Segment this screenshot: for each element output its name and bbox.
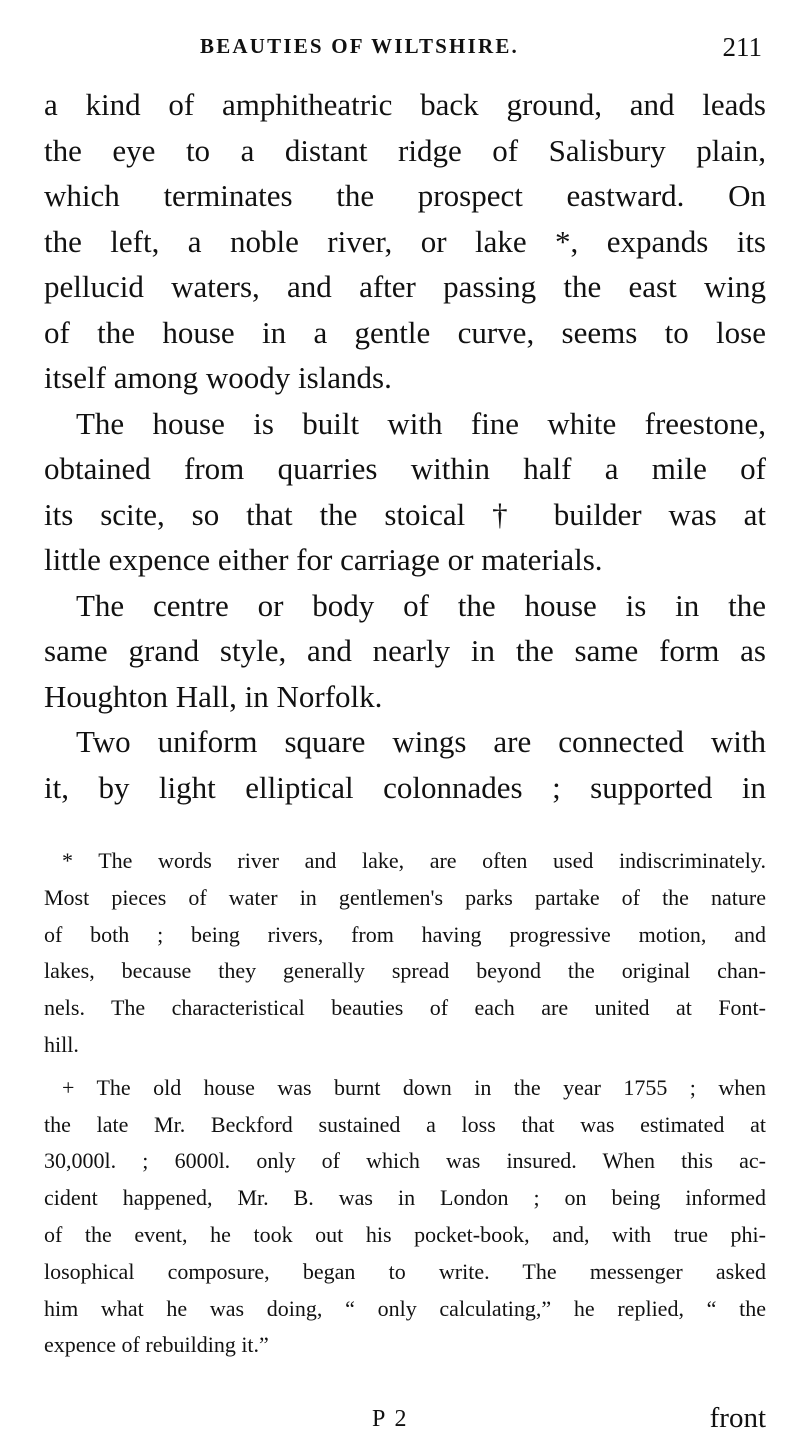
- footnote-line: losophical composure, began to write. The messenger asked: [44, 1258, 766, 1284]
- footnote-line: Most pieces of water in gentlemen's parks partake of the nature: [44, 884, 766, 910]
- footnote-line: * The words river and lake, are often used indiscriminately.: [62, 848, 766, 873]
- text-line: obtained from quarries within half a mile of: [44, 451, 766, 486]
- text-line: which terminates the prospect eastward. On: [44, 178, 766, 213]
- footnote-line: cident happened, Mr. B. was in London ; on being informed: [44, 1185, 766, 1211]
- text-line: The centre or body of the house is in the: [76, 587, 766, 623]
- signature-mark: P 2: [372, 1406, 409, 1432]
- text-line: pellucid waters, and after passing the east wing: [44, 269, 766, 304]
- text-line: itself among woody islands.: [44, 360, 392, 395]
- text-line: Two uniform square wings are connected with: [76, 724, 766, 759]
- main-text: [44, 82, 766, 810]
- paragraph: [44, 719, 766, 810]
- text-line: little expence either for carriage or materials.: [44, 542, 603, 577]
- text-line: The house is built with fine white freestone,: [76, 405, 766, 441]
- paragraph: [44, 583, 766, 720]
- footnote-line: him what he was doing, “ only calculating,” he replied, “ the: [44, 1295, 766, 1321]
- page-number: 211: [722, 32, 762, 62]
- text-line: it, by light elliptical colonnades ; supported in: [44, 769, 766, 805]
- text-line: its scite, so that the stoical † builder was at: [44, 496, 766, 532]
- footnote-line: lakes, because they generally spread beyond the original chan-: [44, 958, 766, 984]
- catchword: front: [709, 1402, 766, 1434]
- text-line: the eye to a distant ridge of Salisbury plain,: [44, 132, 766, 168]
- text-line: same grand style, and nearly in the same form as: [44, 633, 766, 668]
- footnote-line: hill.: [44, 1031, 79, 1057]
- text-line: Houghton Hall, in Norfolk.: [44, 678, 383, 714]
- footnote-line: the late Mr. Beckford sustained a loss that was estimated at: [44, 1111, 766, 1137]
- footnote: [44, 1070, 766, 1364]
- footnote-line: 30,000l. ; 6000l. only of which was insured. When this ac-: [44, 1148, 766, 1174]
- page-footer: [0, 1402, 800, 1440]
- text-line: a kind of amphitheatric back ground, and leads: [44, 87, 766, 122]
- footnote-line: expence of rebuilding it.”: [44, 1332, 269, 1358]
- running-head: [0, 34, 800, 64]
- paragraph: [44, 82, 766, 401]
- paragraph: [44, 401, 766, 583]
- running-title: BEAUTIES OF WILTSHIRE.: [200, 34, 519, 58]
- footnote: [44, 843, 766, 1064]
- footnotes: [44, 843, 766, 1370]
- footnote-line: nels. The characteristical beauties of each are united at Font-: [44, 995, 766, 1021]
- footnote-line: of the event, he took out his pocket-book, and, with true phi-: [44, 1221, 766, 1247]
- footnote-line: of both ; being rivers, from having progressive motion, and: [44, 921, 766, 947]
- text-line: the left, a noble river, or lake *, expands its: [44, 223, 766, 259]
- text-line: of the house in a gentle curve, seems to lose: [44, 314, 766, 350]
- footnote-line: + The old house was burnt down in the year 1755 ; when: [62, 1074, 766, 1100]
